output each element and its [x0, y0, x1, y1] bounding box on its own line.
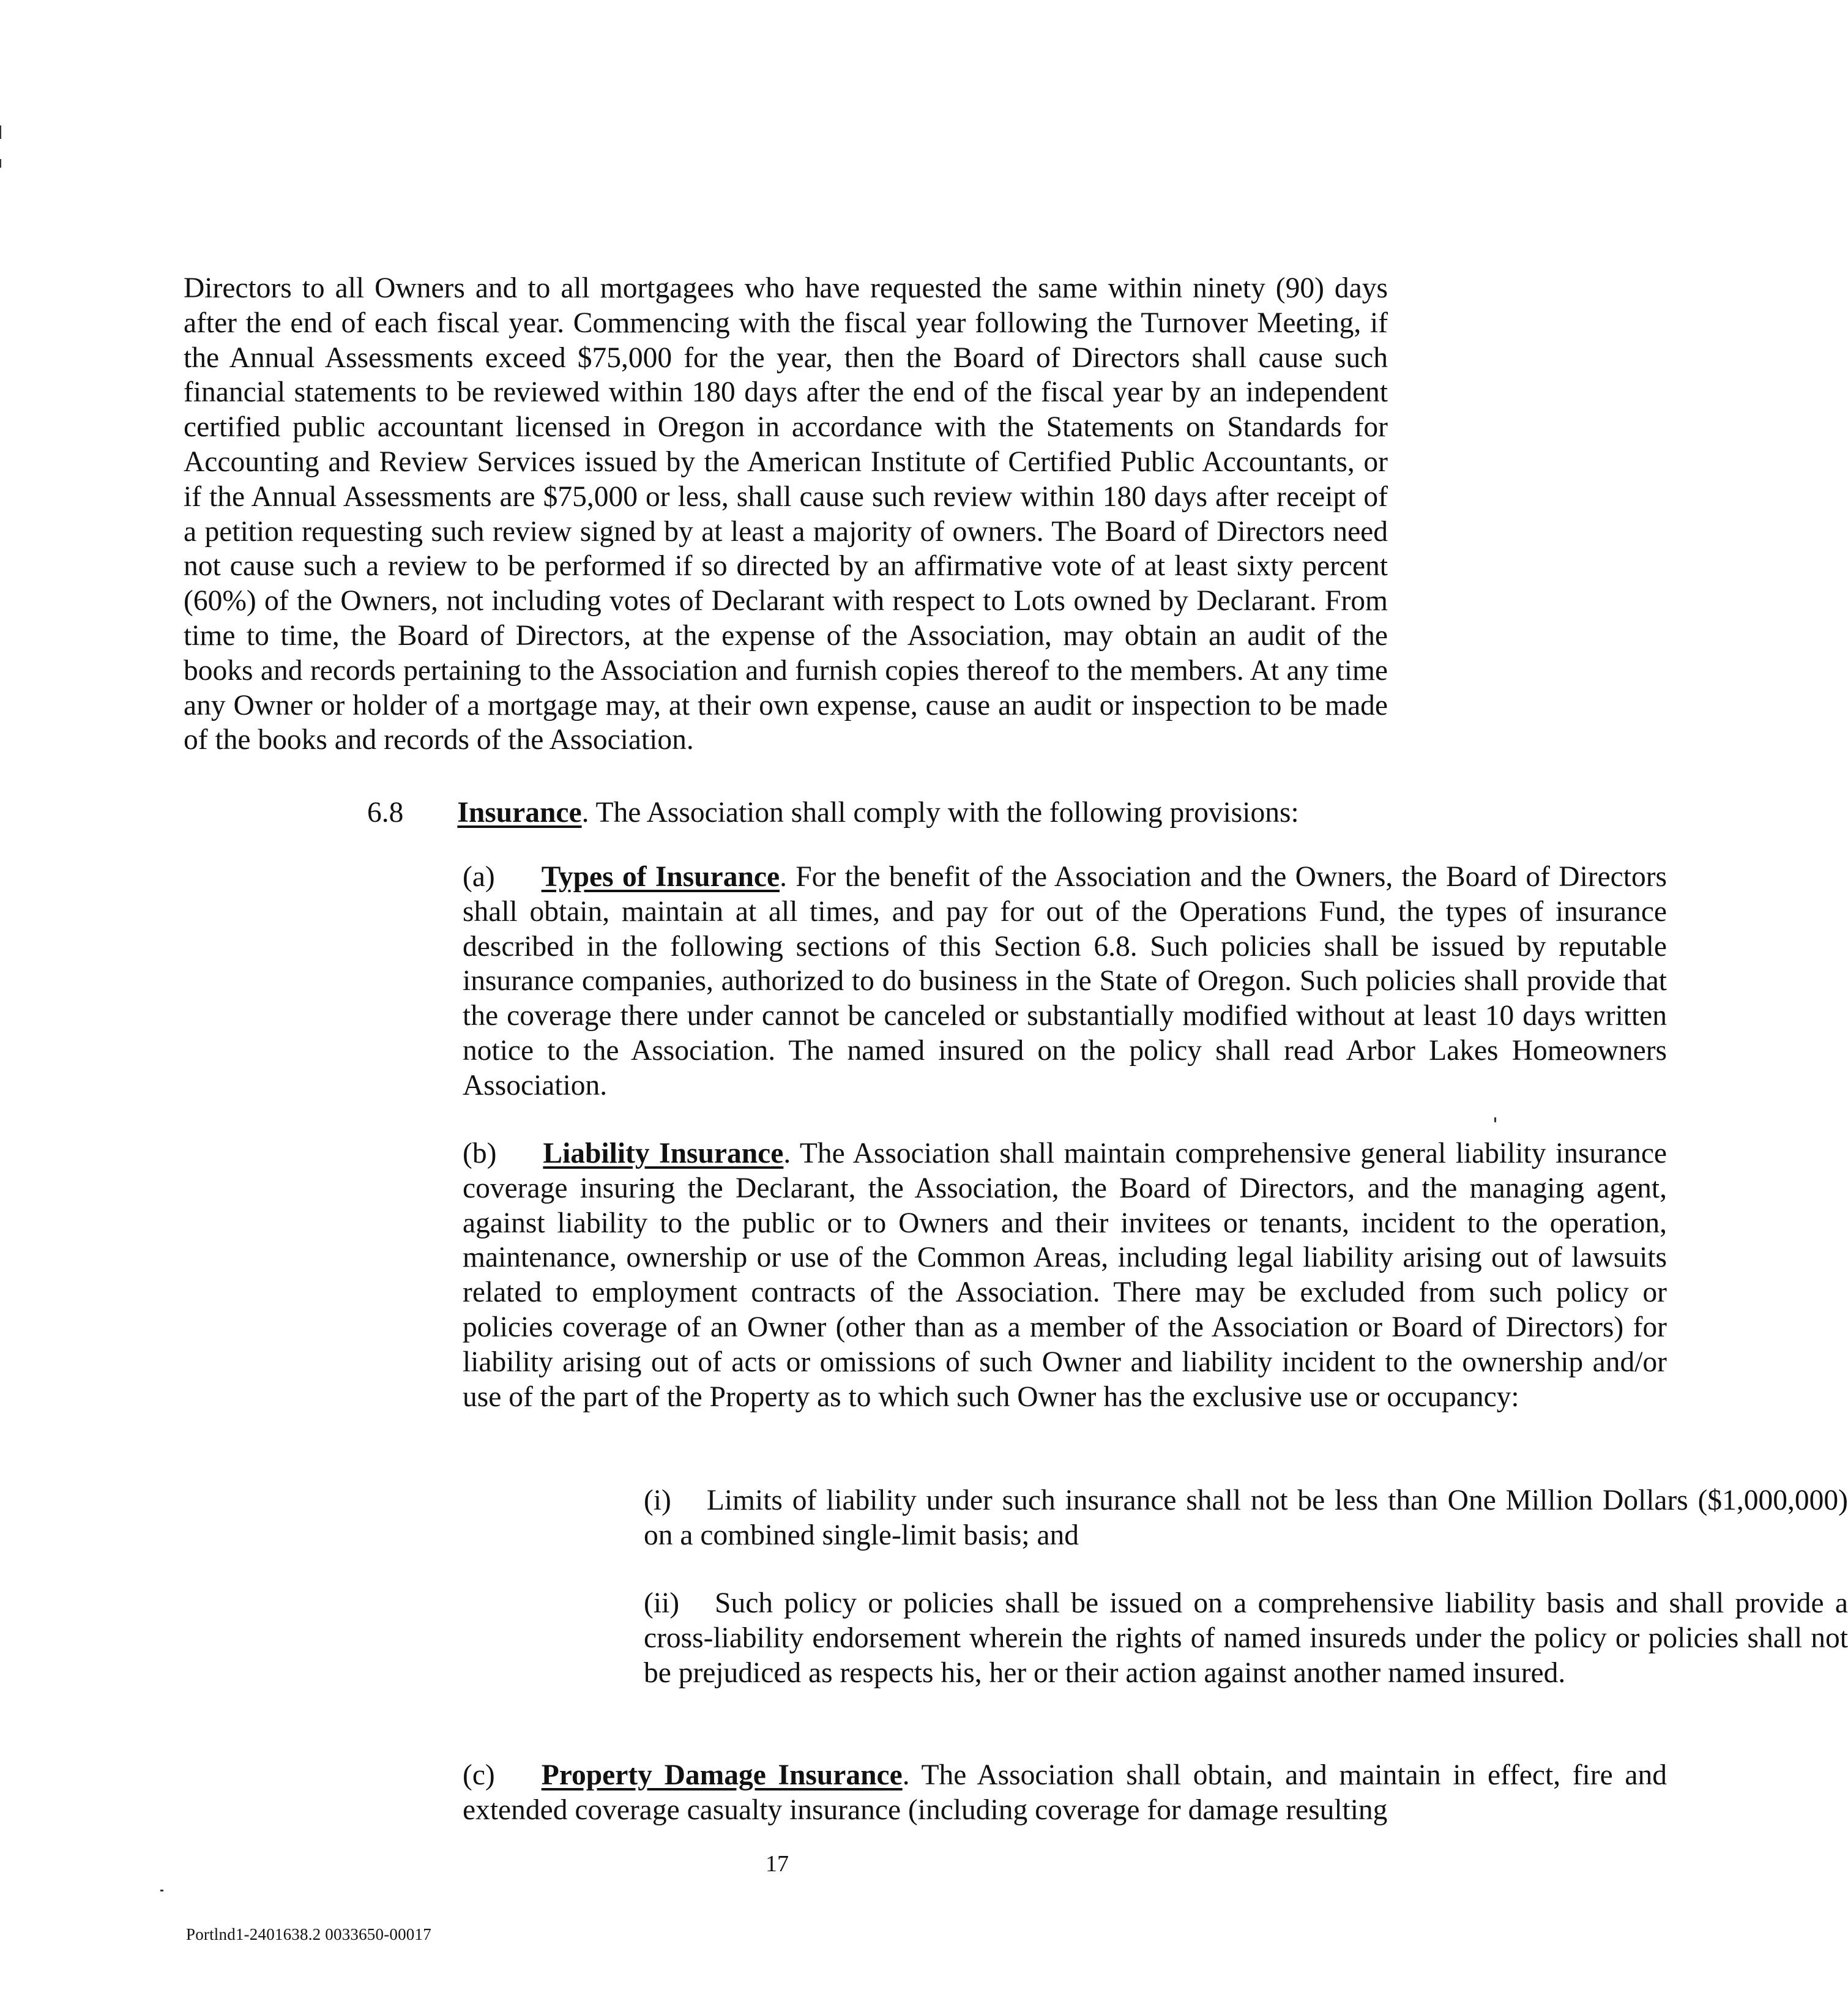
subsection-text: . The Association shall maintain comprehensive general liability insurance coverage insuring the Declarant, the Association, the Board of Directors, and the managing agent, against liability to the public or to Owners and their invitees or tenants, incident to the operation, maintenance, ownership or use of the Common Areas, including legal liability arising out of lawsuits related to employment contracts of the Association. There may be excluded from such policy or policies coverage of an Owner (other than as a member of the Association or Board of Directors) for liability arising out of acts or omissions of such Owner and liability incident to the ownership and/or use of the part of the Property as to which such Owner has the exclusive use or occupancy:: [463, 1138, 1667, 1413]
item-text: Such policy or policies shall be issued on a comprehensive liability basis and shall provide a cross-liability endorsement wherein the rights of named insureds under the policy or policies shall not be prejudiced as respects his, her or their action against another named insured.: [644, 1587, 1848, 1689]
scan-edge-mark: [0, 159, 1, 168]
subsection-label: (c): [463, 1759, 495, 1791]
item-label: (i): [644, 1485, 671, 1516]
continuation-paragraph: Directors to all Owners and to all mortgagees who have requested the same within ninety (90) days after the end of each fiscal year. Commencing with the fiscal year following the Turnover Meeting, if the Annual Assessments exceed $75,000 for the year, then the Board of Directors shall cause such financial statements to be reviewed within 180 days after the end of the fiscal year by an independent certified public accountant licensed in Oregon in accordance with the Statements on Standards for Accounting and Review Services issued by the American Institute of Certified Public Accountants, or if the Annual Assessments are $75,000 or less, shall cause such review within 180 days after receipt of a petition requesting such review signed by at least a majority of owners. The Board of Directors need not cause such a review to be performed if so directed by an affirmative vote of at least sixty percent (60%) of the Owners, not including votes of Declarant with respect to Lots owned by Declarant. From time to time, the Board of Directors, at the expense of the Association, may obtain an audit of the books and records pertaining to the Association and furnish copies thereof to the members. At any time any Owner or holder of a mortgage may, at their own expense, cause an audit or inspection to be made of the books and records of the Association.: [184, 272, 1388, 756]
scan-edge-mark: [0, 125, 1, 139]
subsection-text: . For the benefit of the Association and the Owners, the Board of Directors shall obtain, maintain at all times, and pay for out of the Operations Fund, the types of insurance described in the following sections of this Section 6.8. Such policies shall be issued by reputable insurance companies, authorized to do business in the State of Oregon. Such policies shall provide that the coverage there under cannot be canceled or substantially modified without at least 10 days written notice to the Association. The named insured on the policy shall read Arbor Lakes Homeowners Association.: [463, 861, 1667, 1101]
scan-edge-mark: [1494, 1117, 1496, 1122]
page-number: 17: [766, 1851, 789, 1877]
scan-edge-mark: [160, 1890, 163, 1891]
document-id: Portlnd1-2401638.2 0033650-00017: [186, 1925, 431, 1943]
subsection-c-paragraph: [184, 1758, 1667, 1828]
item-text: Limits of liability under such insurance shall not be less than One Million Dollars ($1,000,000) on a combined single-limit basis; and: [644, 1485, 1848, 1551]
subsection-label: (b): [463, 1138, 497, 1169]
section-number: 6.8: [367, 797, 404, 829]
item-i-paragraph: [184, 1483, 1848, 1553]
subsection-heading: Liability Insurance: [543, 1138, 784, 1169]
subsection-heading: Property Damage Insurance: [541, 1759, 903, 1791]
section-heading: Insurance: [457, 797, 582, 829]
subsection-label: (a): [463, 861, 495, 893]
section-6-8-paragraph: [184, 795, 1571, 830]
item-ii-paragraph: [184, 1586, 1848, 1690]
subsection-a-paragraph: [184, 860, 1667, 1103]
subsection-heading: Types of Insurance: [541, 861, 780, 893]
subsection-b-paragraph: [184, 1136, 1667, 1414]
item-label: (ii): [644, 1587, 680, 1619]
section-text: . The Association shall comply with the following provisions:: [581, 797, 1299, 829]
subsection-text: . The Association shall obtain, and maintain in effect, fire and extended coverage casualty insurance (including coverage for damage resulting: [463, 1759, 1667, 1826]
